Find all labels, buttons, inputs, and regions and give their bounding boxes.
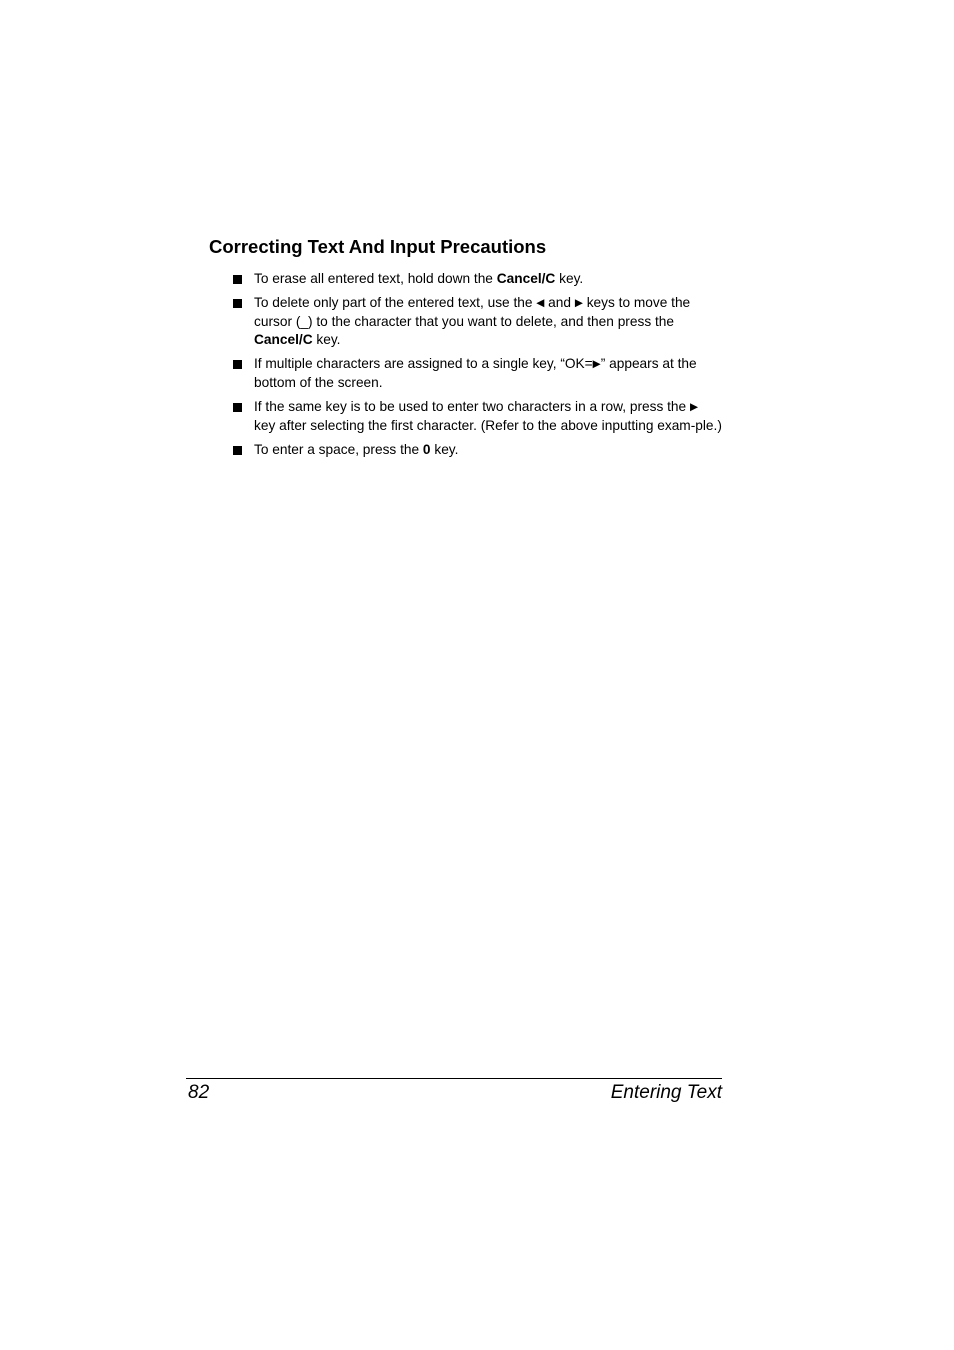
page-number: 82 — [188, 1082, 210, 1103]
text-run: key after selecting the first character. (Refer to the above inputting exam-ple.) — [254, 418, 722, 433]
list-item — [232, 441, 722, 459]
text-run: To delete only part of the entered text, use the — [254, 295, 537, 310]
bullet-text — [254, 295, 690, 347]
text-run: To erase all entered text, hold down the — [254, 271, 497, 286]
text-run: If multiple characters are assigned to a single key, “OK= — [254, 356, 593, 371]
square-bullet-icon — [233, 360, 242, 369]
bullet-text — [254, 399, 722, 433]
square-bullet-icon — [233, 403, 242, 412]
footer-section-title: Entering Text — [610, 1082, 722, 1103]
text-run: key. — [312, 332, 341, 347]
right-arrow-key-icon: ▶ — [689, 401, 699, 413]
square-bullet-icon — [233, 446, 242, 455]
bullet-text — [254, 356, 697, 390]
text-run: If the same key is to be used to enter two characters in a row, press the — [254, 399, 690, 414]
square-bullet-icon — [233, 299, 242, 308]
footer-divider — [186, 1078, 722, 1079]
section-heading: Correcting Text And Input Precautions — [209, 236, 547, 257]
text-run: To enter a space, press the — [254, 442, 423, 457]
list-item — [232, 270, 722, 288]
key-name: 0 — [422, 442, 431, 457]
list-item — [232, 294, 722, 349]
key-name: Cancel/C — [254, 332, 313, 347]
right-arrow-key-icon: ▶ — [592, 358, 601, 370]
list-item — [232, 398, 722, 435]
text-run: key. — [430, 442, 459, 457]
text-run: keys to move the cursor (_) to the character that you want to delete, and then press the — [254, 295, 691, 329]
bullet-text — [254, 271, 583, 286]
bullet-list — [232, 270, 722, 465]
bullet-text — [254, 442, 458, 457]
right-arrow-key-icon: ▶ — [574, 297, 583, 309]
left-arrow-key-icon: ◀ — [536, 297, 545, 309]
text-run: ” appears at the bottom of the screen. — [254, 356, 697, 390]
square-bullet-icon — [233, 275, 242, 284]
text-run: key. — [555, 271, 584, 286]
list-item — [232, 355, 722, 392]
key-name: Cancel/C — [496, 271, 556, 286]
text-run: and — [544, 295, 575, 310]
